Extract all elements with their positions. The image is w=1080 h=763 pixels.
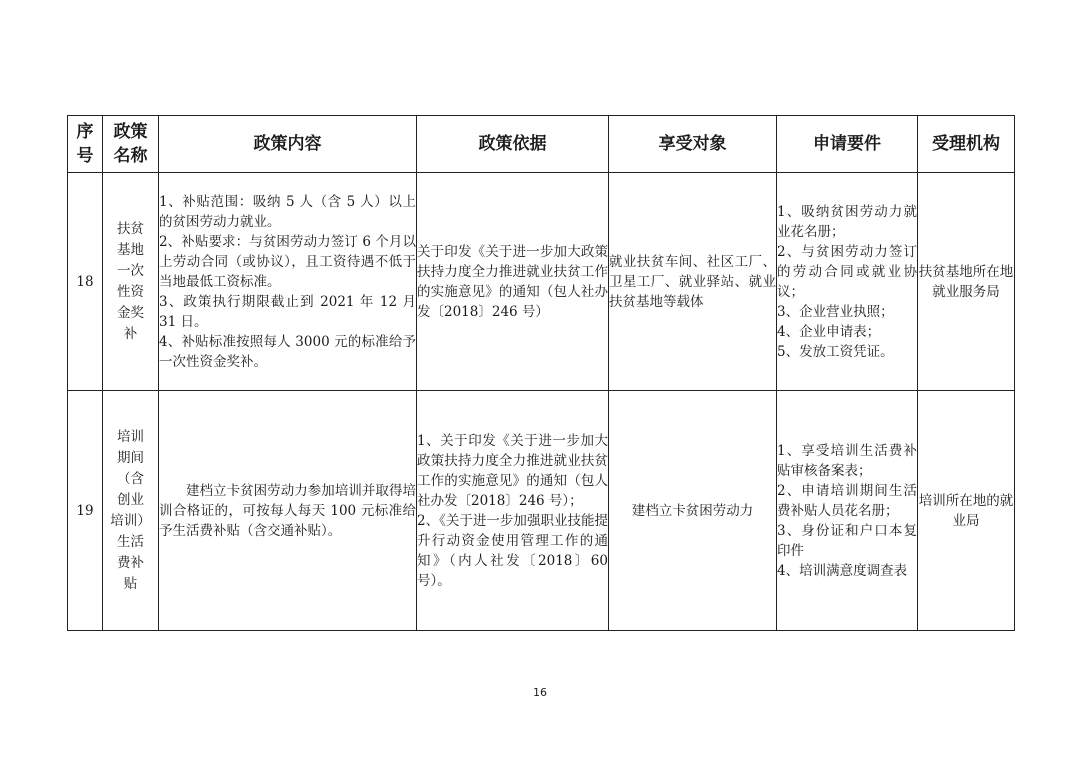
header-policy-name: 政策 名称 <box>103 116 159 173</box>
requirements: 1、吸纳贫困劳动力就业花名册； 2、与贫困劳动力签订的劳动合同或就业协议； 3、企业营业执照； 4、企业申请表； 5、发放工资凭证。 <box>777 173 918 391</box>
header-requirements: 申请要件 <box>777 116 918 173</box>
page-number: 16 <box>533 686 547 699</box>
policy-table <box>67 115 1015 631</box>
header-policy-content: 政策内容 <box>159 116 417 173</box>
policy-content: 建档立卡贫困劳动力参加培训并取得培训合格证的，可按每人每天 100 元标准给予生活费补贴（含交通补贴）。 <box>159 391 417 631</box>
header-policy-basis: 政策依据 <box>417 116 609 173</box>
agency: 培训所在地的就业局 <box>918 391 1015 631</box>
beneficiary: 建档立卡贫困劳动力 <box>609 391 777 631</box>
row-number: 19 <box>68 391 103 631</box>
header-serial: 序 号 <box>68 116 103 173</box>
policy-name: 扶贫 基地 一次 性资 金奖 补 <box>103 173 159 391</box>
policy-basis: 关于印发《关于进一步加大政策扶持力度全力推进就业扶贫工作的实施意见》的通知（包人社办发〔2018〕246 号） <box>417 173 609 391</box>
policy-name: 培训 期间 （含 创业 培训） 生活 费补 贴 <box>103 391 159 631</box>
table-row <box>68 391 1015 631</box>
header-row <box>68 116 1015 173</box>
table-row <box>68 173 1015 391</box>
header-beneficiary: 享受对象 <box>609 116 777 173</box>
requirements: 1、享受培训生活费补贴审核备案表； 2、申请培训期间生活费补贴人员花名册； 3、身份证和户口本复印件 4、培训满意度调查表 <box>777 391 918 631</box>
row-number: 18 <box>68 173 103 391</box>
header-agency: 受理机构 <box>918 116 1015 173</box>
agency: 扶贫基地所在地就业服务局 <box>918 173 1015 391</box>
policy-content: 1、补贴范围：吸纳 5 人（含 5 人）以上的贫困劳动力就业。 2、补贴要求：与贫困劳动力签订 6 个月以上劳动合同（或协议），且工资待遇不低于当地最低工资标准。 3、政策执行期限截止到 2021 年 12 月 31 日。 4、补贴标准按照每人 3000 元的标准给予一次性资金奖补。 <box>159 173 417 391</box>
policy-basis: 1、关于印发《关于进一步加大政策扶持力度全力推进就业扶贫工作的实施意见》的通知（包人社办发〔2018〕246 号）； 2、《关于进一步加强职业技能提升行动资金使用管理工作的通知》（内人社发〔2018〕60 号）。 <box>417 391 609 631</box>
beneficiary: 就业扶贫车间、社区工厂、卫星工厂、就业驿站、就业扶贫基地等载体 <box>609 173 777 391</box>
